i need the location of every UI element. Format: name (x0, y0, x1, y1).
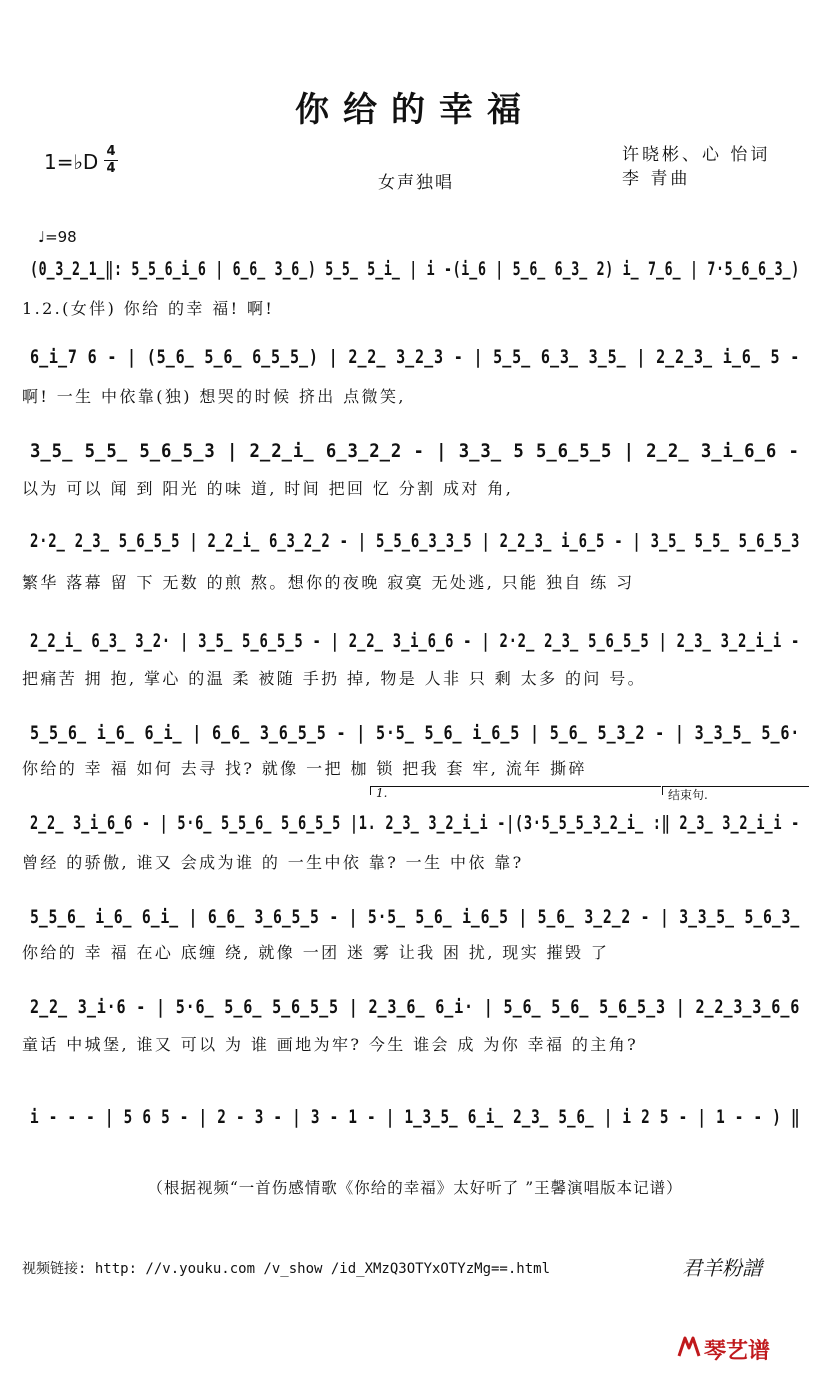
notation-row-7: 2̲2̲ 3̲i̲6̲6 - | 5·6̲ 5̲5̲6̲ 5̲6̲5̲5 |1. 2̲3̲ 3̲2̲i̲i -|(3·5̲5̲5̲3̲2̲i̲ :‖ 2̲3̲ 3̲2̲i̲i - (30, 812, 801, 834)
song-title: 你给的幸福 (295, 90, 535, 130)
notation-row-1: (0̲3̲2̲1̲‖: 5̲5̲6̲i̲6 | 6̲6̲ 3̲6̲) 5̲5̲ 5̲i̲ | i -(i̲6 | 5̲6̲ 6̲3̲ 2) i̲ 7̲6̲ | 7·5̲6̲6̲3̲) (30, 258, 800, 280)
meter-top: 4 (106, 144, 116, 159)
notation-row-3: 3̲5̲ 5̲5̲ 5̲6̲5̲3 | 2̲2̲i̲ 6̲3̲2̲2 - | 3̲3̲ 5 5̲6̲5̲5 | 2̲2̲ 3̲i̲6̲6 - (30, 440, 800, 462)
source-note: （根据视频“一首伤感情歌《你给的幸福》太好听了 ”王馨演唱版本记谱） (147, 1179, 683, 1197)
lyric-row-4: 繁华 落幕 留 下 无数 的煎 熬。想你的夜晚 寂寞 无处逃, 只能 独自 练 习 (22, 573, 635, 592)
site-logo-text[interactable]: 琴艺谱 (704, 1339, 771, 1364)
composer-credit: 李 青曲 (622, 169, 691, 189)
notation-row-8: 5̲5̲6̲ i̲6̲ 6̲i̲ | 6̲6̲ 3̲6̲5̲5 - | 5·5̲ 5̲6̲ i̲6̲5 | 5̲6̲ 3̲2̲2 - | 3̲3̲5̲ 5̲6̲3̲ (30, 906, 800, 928)
notation-row-9: 2̲2̲ 3̲i·6 - | 5·6̲ 5̲6̲ 5̲6̲5̲5 | 2̲3̲6̲ 6̲i· | 5̲6̲ 5̲6̲ 5̲6̲5̲3 | 2̲2̲3̲3̲6̲6 (30, 996, 801, 1018)
notation-row-10: i - - - | 5 6 5 - | 2 - 3 - | 3 - 1 - | 1̲3̲5̲ 6̲i̲ 2̲3̲ 5̲6̲ | i 2 5 - | 1 - - ) ‖ (30, 1106, 801, 1128)
lyric-row-7: 曾经 的骄傲, 谁又 会成为谁 的 一生中依 靠? 一生 中依 靠? (22, 853, 524, 872)
video-link[interactable]: 视频链接: http: //v.youku.com /v_show /id_XMzQ3OTYxOTYzMg==.html (22, 1261, 551, 1277)
lyric-row-8: 你给的 幸 福 在心 底缠 绕, 就像 一团 迷 雾 让我 困 扰, 现实 摧毁 了 (22, 943, 610, 962)
notation-row-2: 6̲i̲7 6 - | (5̲6̲ 5̲6̲ 6̲5̲5̲) | 2̲2̲ 3̲2̲3 - | 5̲5̲ 6̲3̲ 3̲5̲ | 2̲2̲3̲ i̲6̲ 5 - (30, 346, 801, 368)
transcriber-signature: 君羊粉譜 (682, 1256, 762, 1280)
lyric-row-3: 以为 可以 闻 到 阳光 的味 道, 时间 把回 忆 分割 成对 角, (22, 479, 514, 498)
qinyipu-logo-icon (676, 1334, 702, 1360)
lyricist-credit: 许晓彬、心 怡词 (622, 145, 771, 165)
lyric-row-5: 把痛苦 拥 抱, 掌心 的温 柔 被随 手扔 掉, 物是 人非 只 剩 太多 的问 号。 (22, 669, 647, 688)
key-signature: 1=♭D (44, 150, 99, 174)
tempo-marking: ♩=98 (38, 228, 77, 246)
notation-row-5: 2̲2̲i̲ 6̲3̲ 3̲2· | 3̲5̲ 5̲6̲5̲5 - | 2̲2̲ 3̲i̲6̲6 - | 2·2̲ 2̲3̲ 5̲6̲5̲5 | 2̲3̲ 3̲2̲i̲i - (30, 630, 801, 652)
lyric-row-9: 童话 中城堡, 谁又 可以 为 谁 画地为牢? 今生 谁会 成 为你 幸福 的主角? (22, 1035, 639, 1054)
lyric-row-6: 你给的 幸 福 如何 去寻 找? 就像 一把 枷 锁 把我 套 牢, 流年 撕碎 (22, 759, 587, 778)
lyric-row-1: 1.2.(女伴) 你给 的幸 福! 啊! (22, 299, 275, 318)
lyric-row-2: 啊! 一生 中依靠(独) 想哭的时候 挤出 点微笑, (22, 387, 406, 406)
time-signature (104, 145, 118, 176)
first-ending-label: 1. (376, 786, 388, 800)
meter-bottom: 4 (106, 161, 116, 176)
voice-type: 女声独唱 (378, 173, 454, 193)
first-ending-bracket (370, 786, 661, 795)
notation-row-4: 2·2̲ 2̲3̲ 5̲6̲5̲5 | 2̲2̲i̲ 6̲3̲2̲2 - | 5̲5̲6̲3̲3̲5 | 2̲2̲3̲ i̲6̲5 - | 3̲5̲ 5̲5̲ 5̲6̲5̲3 (30, 530, 801, 552)
coda-label: 结束句. (668, 788, 708, 802)
notation-row-6: 5̲5̲6̲ i̲6̲ 6̲i̲ | 6̲6̲ 3̲6̲5̲5 - | 5·5̲ 5̲6̲ i̲6̲5 | 5̲6̲ 5̲3̲2 - | 3̲3̲5̲ 5̲6· (30, 722, 801, 744)
